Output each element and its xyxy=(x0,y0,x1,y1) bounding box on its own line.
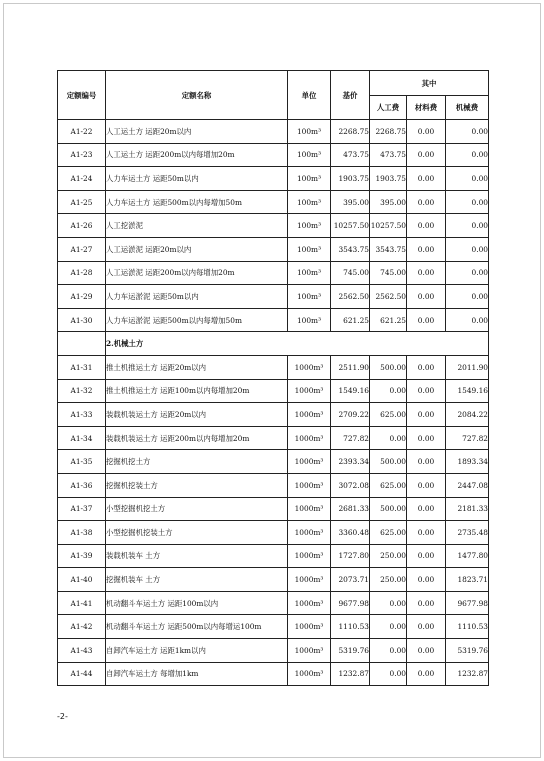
cell-unit: 100m³ xyxy=(288,308,331,332)
table-row xyxy=(58,615,489,639)
table-row xyxy=(58,662,489,686)
cell-name: 人工挖淤泥 xyxy=(106,214,288,238)
cell-unit: 1000m³ xyxy=(288,355,331,379)
header-price: 基价 xyxy=(331,71,370,120)
table-header xyxy=(58,71,489,120)
cell-name: 自卸汽车运土方 运距1km以内 xyxy=(106,639,288,663)
cell-material: 0.00 xyxy=(407,568,446,592)
cell-name: 人力车运淤泥 运距500m以内每增加50m xyxy=(106,308,288,332)
cell-name: 自卸汽车运土方 每增加1km xyxy=(106,662,288,686)
header-group: 其中 xyxy=(370,71,489,96)
cell-labor: 745.00 xyxy=(370,261,407,285)
cell-price: 9677.98 xyxy=(331,591,370,615)
cell-labor: 395.00 xyxy=(370,190,407,214)
cell-unit: 1000m³ xyxy=(288,521,331,545)
cell-material: 0.00 xyxy=(407,426,446,450)
section-title: 2.机械土方 xyxy=(106,332,489,356)
cell-name: 人力车运土方 运距50m以内 xyxy=(106,167,288,191)
cell-material: 0.00 xyxy=(407,497,446,521)
cell-code: A1-38 xyxy=(58,521,106,545)
cell-material: 0.00 xyxy=(407,450,446,474)
cell-material: 0.00 xyxy=(407,379,446,403)
cell-material: 0.00 xyxy=(407,237,446,261)
cell-price: 1232.87 xyxy=(331,662,370,686)
cell-price: 2562.50 xyxy=(331,285,370,309)
cell-labor: 2268.75 xyxy=(370,120,407,144)
cell-unit: 100m³ xyxy=(288,143,331,167)
cell-material: 0.00 xyxy=(407,403,446,427)
cell-price: 727.82 xyxy=(331,426,370,450)
cell-material: 0.00 xyxy=(407,120,446,144)
cell-machine: 0.00 xyxy=(446,308,489,332)
cell-labor: 0.00 xyxy=(370,662,407,686)
cell-labor: 0.00 xyxy=(370,426,407,450)
cell-unit: 100m³ xyxy=(288,167,331,191)
table-row xyxy=(58,450,489,474)
cell-material: 0.00 xyxy=(407,591,446,615)
cell-labor: 500.00 xyxy=(370,355,407,379)
table-row xyxy=(58,403,489,427)
quota-table xyxy=(57,70,489,686)
cell-price: 3543.75 xyxy=(331,237,370,261)
cell-unit: 100m³ xyxy=(288,237,331,261)
cell-code: A1-32 xyxy=(58,379,106,403)
cell-price: 395.00 xyxy=(331,190,370,214)
header-unit: 单位 xyxy=(288,71,331,120)
cell-material: 0.00 xyxy=(407,473,446,497)
cell-machine: 0.00 xyxy=(446,237,489,261)
cell-machine: 0.00 xyxy=(446,261,489,285)
cell-machine: 2011.90 xyxy=(446,355,489,379)
cell-name: 挖掘机挖装土方 xyxy=(106,473,288,497)
cell-price: 1549.16 xyxy=(331,379,370,403)
cell-name: 小型挖掘机挖装土方 xyxy=(106,521,288,545)
cell-name: 人工运土方 运距200m以内每增加20m xyxy=(106,143,288,167)
cell-unit: 1000m³ xyxy=(288,473,331,497)
cell-labor: 625.00 xyxy=(370,473,407,497)
table-body xyxy=(58,120,489,686)
header-machine: 机械费 xyxy=(446,96,489,120)
cell-material: 0.00 xyxy=(407,190,446,214)
cell-unit: 100m³ xyxy=(288,261,331,285)
cell-labor: 621.25 xyxy=(370,308,407,332)
cell-material: 0.00 xyxy=(407,214,446,238)
cell-labor: 625.00 xyxy=(370,403,407,427)
cell-code: A1-35 xyxy=(58,450,106,474)
cell-machine: 0.00 xyxy=(446,214,489,238)
cell-labor: 473.75 xyxy=(370,143,407,167)
cell-labor: 2562.50 xyxy=(370,285,407,309)
cell-code: A1-29 xyxy=(58,285,106,309)
cell-name: 人工运淤泥 运距200m以内每增加20m xyxy=(106,261,288,285)
cell-code: A1-44 xyxy=(58,662,106,686)
cell-price: 1903.75 xyxy=(331,167,370,191)
cell-machine: 0.00 xyxy=(446,190,489,214)
cell-price: 2073.71 xyxy=(331,568,370,592)
cell-material: 0.00 xyxy=(407,615,446,639)
cell-machine: 2084.22 xyxy=(446,403,489,427)
cell-name: 装载机装运土方 运距20m以内 xyxy=(106,403,288,427)
table-row xyxy=(58,261,489,285)
cell-code: A1-42 xyxy=(58,615,106,639)
header-material: 材料费 xyxy=(407,96,446,120)
cell-machine: 2735.48 xyxy=(446,521,489,545)
cell-code: A1-25 xyxy=(58,190,106,214)
table-row xyxy=(58,473,489,497)
cell-code: A1-31 xyxy=(58,355,106,379)
cell-labor: 10257.50 xyxy=(370,214,407,238)
cell-code: A1-41 xyxy=(58,591,106,615)
table-row xyxy=(58,285,489,309)
table-row xyxy=(58,308,489,332)
cell-price: 1110.53 xyxy=(331,615,370,639)
cell-machine: 2447.08 xyxy=(446,473,489,497)
section-row xyxy=(58,332,489,356)
cell-machine: 0.00 xyxy=(446,285,489,309)
cell-name: 推土机推运土方 运距100m以内每增加20m xyxy=(106,379,288,403)
cell-name: 机动翻斗车运土方 运距100m以内 xyxy=(106,591,288,615)
cell-price: 2393.34 xyxy=(331,450,370,474)
cell-unit: 1000m³ xyxy=(288,615,331,639)
cell-name: 机动翻斗车运土方 运距500m以内每增运100m xyxy=(106,615,288,639)
cell-machine: 1110.53 xyxy=(446,615,489,639)
cell-material: 0.00 xyxy=(407,544,446,568)
cell-price: 2511.90 xyxy=(331,355,370,379)
table-row xyxy=(58,167,489,191)
cell-machine: 0.00 xyxy=(446,143,489,167)
cell-machine: 1823.71 xyxy=(446,568,489,592)
table-row xyxy=(58,143,489,167)
cell-material: 0.00 xyxy=(407,261,446,285)
cell-name: 人工运淤泥 运距20m以内 xyxy=(106,237,288,261)
cell-labor: 250.00 xyxy=(370,568,407,592)
cell-material: 0.00 xyxy=(407,143,446,167)
cell-price: 745.00 xyxy=(331,261,370,285)
cell-name: 装载机装运土方 运距200m以内每增加20m xyxy=(106,426,288,450)
table-row xyxy=(58,426,489,450)
table-row xyxy=(58,544,489,568)
cell-code: A1-28 xyxy=(58,261,106,285)
cell-material: 0.00 xyxy=(407,355,446,379)
cell-name: 人力车运土方 运距500m以内每增加50m xyxy=(106,190,288,214)
cell-name: 小型挖掘机挖土方 xyxy=(106,497,288,521)
cell-unit: 100m³ xyxy=(288,214,331,238)
cell-unit: 1000m³ xyxy=(288,662,331,686)
section-spacer xyxy=(58,332,106,356)
cell-material: 0.00 xyxy=(407,285,446,309)
cell-name: 挖掘机挖土方 xyxy=(106,450,288,474)
table-row xyxy=(58,639,489,663)
cell-machine: 1549.16 xyxy=(446,379,489,403)
cell-labor: 1903.75 xyxy=(370,167,407,191)
cell-labor: 0.00 xyxy=(370,639,407,663)
cell-labor: 250.00 xyxy=(370,544,407,568)
cell-material: 0.00 xyxy=(407,639,446,663)
cell-unit: 100m³ xyxy=(288,120,331,144)
cell-price: 2268.75 xyxy=(331,120,370,144)
cell-code: A1-23 xyxy=(58,143,106,167)
cell-code: A1-27 xyxy=(58,237,106,261)
cell-machine: 1893.34 xyxy=(446,450,489,474)
cell-code: A1-33 xyxy=(58,403,106,427)
cell-material: 0.00 xyxy=(407,662,446,686)
cell-material: 0.00 xyxy=(407,308,446,332)
cell-code: A1-26 xyxy=(58,214,106,238)
cell-machine: 0.00 xyxy=(446,167,489,191)
table-row xyxy=(58,355,489,379)
cell-unit: 100m³ xyxy=(288,285,331,309)
cell-machine: 1477.80 xyxy=(446,544,489,568)
cell-machine: 727.82 xyxy=(446,426,489,450)
cell-labor: 0.00 xyxy=(370,615,407,639)
cell-code: A1-24 xyxy=(58,167,106,191)
table-row xyxy=(58,379,489,403)
cell-code: A1-40 xyxy=(58,568,106,592)
cell-unit: 100m³ xyxy=(288,190,331,214)
cell-labor: 625.00 xyxy=(370,521,407,545)
cell-name: 人力车运淤泥 运距50m以内 xyxy=(106,285,288,309)
cell-name: 推土机推运土方 运距20m以内 xyxy=(106,355,288,379)
header-name: 定额名称 xyxy=(106,71,288,120)
cell-labor: 500.00 xyxy=(370,450,407,474)
cell-price: 10257.50 xyxy=(331,214,370,238)
cell-code: A1-37 xyxy=(58,497,106,521)
cell-code: A1-36 xyxy=(58,473,106,497)
header-code: 定额编号 xyxy=(58,71,106,120)
cell-unit: 1000m³ xyxy=(288,426,331,450)
cell-machine: 0.00 xyxy=(446,120,489,144)
table-row xyxy=(58,521,489,545)
table-row xyxy=(58,591,489,615)
cell-price: 1727.80 xyxy=(331,544,370,568)
cell-unit: 1000m³ xyxy=(288,591,331,615)
cell-unit: 1000m³ xyxy=(288,568,331,592)
cell-machine: 5319.76 xyxy=(446,639,489,663)
cell-machine: 1232.87 xyxy=(446,662,489,686)
cell-labor: 500.00 xyxy=(370,497,407,521)
cell-price: 473.75 xyxy=(331,143,370,167)
table-row xyxy=(58,237,489,261)
cell-unit: 1000m³ xyxy=(288,450,331,474)
cell-labor: 0.00 xyxy=(370,591,407,615)
cell-material: 0.00 xyxy=(407,167,446,191)
table-row xyxy=(58,568,489,592)
cell-price: 5319.76 xyxy=(331,639,370,663)
cell-unit: 1000m³ xyxy=(288,379,331,403)
header-labor: 人工费 xyxy=(370,96,407,120)
table-row xyxy=(58,214,489,238)
cell-material: 0.00 xyxy=(407,521,446,545)
cell-unit: 1000m³ xyxy=(288,403,331,427)
cell-machine: 2181.33 xyxy=(446,497,489,521)
cell-unit: 1000m³ xyxy=(288,544,331,568)
table-row xyxy=(58,120,489,144)
cell-unit: 1000m³ xyxy=(288,639,331,663)
cell-code: A1-39 xyxy=(58,544,106,568)
cell-name: 装载机装车 土方 xyxy=(106,544,288,568)
cell-price: 621.25 xyxy=(331,308,370,332)
table-row xyxy=(58,497,489,521)
cell-price: 3072.08 xyxy=(331,473,370,497)
cell-code: A1-30 xyxy=(58,308,106,332)
cell-labor: 0.00 xyxy=(370,379,407,403)
cell-code: A1-43 xyxy=(58,639,106,663)
cell-labor: 3543.75 xyxy=(370,237,407,261)
cell-code: A1-34 xyxy=(58,426,106,450)
cell-name: 人工运土方 运距20m以内 xyxy=(106,120,288,144)
cell-name: 挖掘机装车 土方 xyxy=(106,568,288,592)
cell-code: A1-22 xyxy=(58,120,106,144)
cell-price: 2709.22 xyxy=(331,403,370,427)
cell-price: 2681.33 xyxy=(331,497,370,521)
table-row xyxy=(58,190,489,214)
cell-price: 3360.48 xyxy=(331,521,370,545)
cell-unit: 1000m³ xyxy=(288,497,331,521)
cell-machine: 9677.98 xyxy=(446,591,489,615)
page-number: -2- xyxy=(57,712,68,721)
